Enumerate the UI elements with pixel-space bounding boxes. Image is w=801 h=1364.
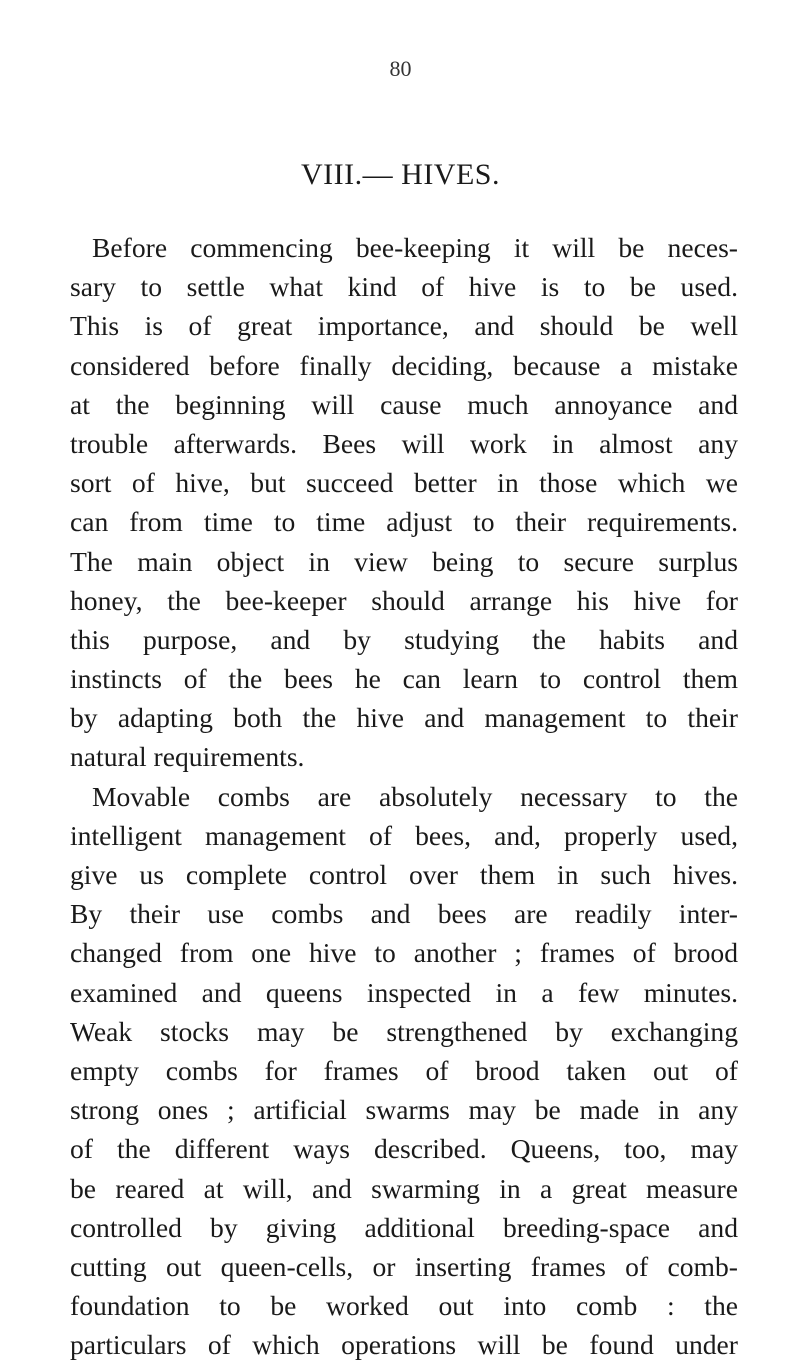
text-line: this purpose, and by studying the habits and (70, 623, 738, 655)
body-text (70, 228, 738, 1364)
text-line: at the beginning will cause much annoyance and (70, 388, 738, 420)
text-line: strong ones ; artificial swarms may be made in any (70, 1094, 738, 1126)
text-line: can from time to time adjust to their requirements. (70, 506, 738, 538)
text-line: cutting out queen-cells, or inserting frames of comb- (70, 1250, 738, 1282)
text-line: empty combs for frames of brood taken out of (70, 1054, 738, 1086)
text-line: foundation to be worked out into comb : the (70, 1290, 738, 1322)
text-line: particulars of which operations will be found under (70, 1329, 738, 1361)
text-line: sary to settle what kind of hive is to be used. (70, 271, 738, 303)
text-line: instincts of the bees he can learn to control them (70, 663, 738, 695)
text-line: This is of great importance, and should be well (70, 310, 738, 342)
text-line: considered before finally deciding, because a mistake (70, 349, 738, 381)
text-line: The main object in view being to secure surplus (70, 545, 738, 577)
text-line: be reared at will, and swarming in a great measure (70, 1172, 738, 1204)
text-line: By their use combs and bees are readily inter- (70, 898, 738, 930)
text-line: by adapting both the hive and management to their (70, 702, 738, 734)
text-line: controlled by giving additional breeding-space and (70, 1211, 738, 1243)
page-number: 80 (389, 56, 412, 81)
text-line: sort of hive, but succeed better in those which we (70, 467, 738, 499)
text-line: Movable combs are absolutely necessary to the (92, 780, 738, 812)
text-line: natural requirements. (70, 741, 305, 773)
text-line: of the different ways described. Queens, too, may (70, 1133, 738, 1165)
text-line: intelligent management of bees, and, properly used, (70, 819, 738, 851)
text-line: give us complete control over them in such hives. (70, 859, 738, 890)
text-line: trouble afterwards. Bees will work in almost any (70, 427, 738, 459)
text-line: honey, the bee-keeper should arrange his hive for (70, 584, 738, 616)
text-line: examined and queens inspected in a few minutes. (70, 976, 738, 1008)
text-line: Weak stocks may be strengthened by exchanging (70, 1015, 738, 1047)
text-line: Before commencing bee-keeping it will be neces- (92, 232, 738, 263)
chapter-title: VIII.— HIVES. (301, 158, 500, 191)
text-line: changed from one hive to another ; frames of brood (70, 937, 738, 969)
